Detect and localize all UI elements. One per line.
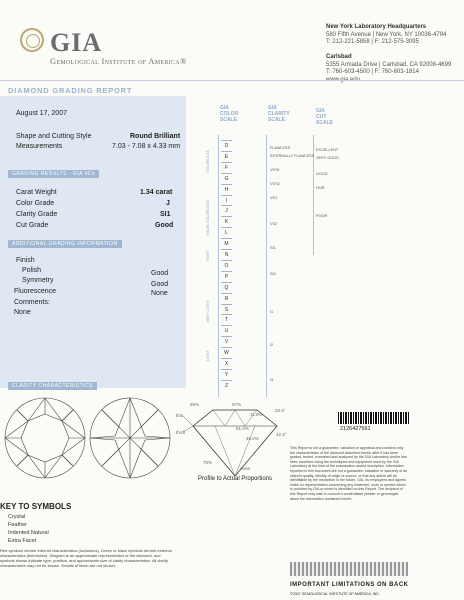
- clarity-grade-item: FLAWLESS: [270, 146, 291, 150]
- clarity-scale-line: [266, 135, 267, 397]
- key-item-crystal: Crystal: [8, 514, 26, 520]
- color-grade-u: U: [221, 325, 232, 336]
- clarity-grade-item: I3: [270, 378, 274, 382]
- report-title: DIAMOND GRADING REPORT: [8, 86, 133, 95]
- symmetry-value: Good: [151, 281, 169, 288]
- clarity-grade-item: SI2: [270, 272, 276, 276]
- color-value: J: [166, 200, 170, 207]
- lower-half: 75%: [203, 460, 213, 465]
- gia-seal-icon: [20, 28, 44, 52]
- scale-title-line: CLARITY: [268, 111, 290, 117]
- key-note: Red symbols denote internal characteristics (inclusions). Green or black symbols denote external characteristics (blemishes). Diagram is an approximate representation of the diamond, and symbols shown indicate type, position, and approximate size of clarity characteristics. All clarity characteristics may not be shown. Details of finish are not shown.: [0, 548, 172, 568]
- clarity-value: SI1: [160, 211, 171, 218]
- scale-title-line: SCALE: [316, 120, 333, 126]
- key-item-extra-facet: Extra Facet: [8, 538, 37, 544]
- clarity-scale-title: [268, 105, 290, 123]
- measurements-label: Measurements: [16, 143, 63, 150]
- polish-value: Good: [151, 270, 169, 277]
- color-grade-n: N: [221, 249, 232, 260]
- crown-angle: 33.5°: [275, 408, 286, 413]
- color-grade-j: J: [221, 205, 232, 216]
- total-depth: 61.4%: [236, 426, 249, 431]
- proportions-caption: Profile to Actual Proportions: [198, 476, 273, 482]
- symmetry-label: Symmetry: [22, 277, 54, 284]
- pavilion-depth: 46.0%: [246, 436, 259, 441]
- color-grade-g: G: [221, 173, 232, 184]
- clarity-grade-item: VVS1: [270, 168, 280, 172]
- color-group-label: LIGHT: [206, 350, 210, 362]
- polish-label: Polish: [22, 267, 42, 274]
- color-grade-e: E: [221, 151, 232, 162]
- hq-line: 580 Fifth Avenue | New York, NY 10036-4794: [326, 31, 447, 38]
- clarity-label: Clarity Grade: [16, 211, 58, 218]
- color-grade-o: O: [221, 260, 232, 271]
- gia-logo: GIA: [50, 28, 103, 57]
- cut-scale-line: [313, 135, 314, 255]
- clarity-plot-diagrams: [0, 396, 200, 486]
- pavilion-view-diagram: [90, 398, 170, 478]
- color-grade-l: L: [221, 227, 232, 238]
- cut-grade-item: POOR: [316, 214, 328, 218]
- color-grade-t: T: [221, 314, 232, 325]
- clarity-grade-item: I2: [270, 343, 274, 347]
- report-number: 2126427561: [340, 426, 371, 432]
- color-grade-d: D: [221, 140, 232, 151]
- report-date: August 17, 2007: [16, 110, 67, 117]
- hq-line: T: 212-221-5858 | F: 212-575-3095: [326, 39, 419, 45]
- additional-heading: ADDITIONAL GRADING INFORMATION: [8, 240, 122, 248]
- crown-percent: 11.0%: [250, 412, 263, 417]
- color-grade-h: H: [221, 184, 232, 195]
- security-strip: [290, 562, 408, 576]
- color-scale-title: [220, 105, 238, 123]
- header-divider: [0, 80, 464, 81]
- hq-title: New York Laboratory Headquarters: [326, 24, 427, 30]
- clarity-char-heading: CLARITY CHARACTERISTICS: [8, 382, 97, 390]
- key-item-feather: Feather: [8, 522, 27, 528]
- fluorescence-value: None: [151, 290, 168, 297]
- limitations-notice: IMPORTANT LIMITATIONS ON BACK: [290, 582, 409, 588]
- color-grade-w: W: [221, 347, 232, 358]
- cut-value: Good: [155, 222, 174, 229]
- color-grade-i: I: [221, 195, 232, 206]
- clarity-grade-item: VS2: [270, 222, 278, 226]
- color-grade-q: Q: [221, 282, 232, 293]
- clarity-grade-item: VVS2: [270, 182, 280, 186]
- clarity-grade-item: VS1: [270, 196, 278, 200]
- cut-grade-item: EXCELLENT: [316, 148, 339, 152]
- carlsbad-line: 5355 Armada Drive | Carlsbad, CA 92008-4699: [326, 61, 452, 68]
- shape-label: Shape and Cutting Style: [16, 133, 92, 140]
- color-grade-f: F: [221, 162, 232, 173]
- color-grade-v: V: [221, 336, 232, 347]
- girdle-thin: thin: [176, 413, 184, 418]
- star-length: 55%: [190, 402, 200, 407]
- institute-name: Gemological Institute of America®: [50, 56, 187, 66]
- disclaimer: This Report is not a guarantee, valuation or appraisal and contains only the characteristics of the diamond described herein after it has been graded, tested, examined and analyzed by the GIA Laboratory and/or has been inscribed using the techniques and equipment used by the GIA Laboratory at the time of the examination and/or inscription. Information reported in this document are not a guarantee, valuation or warranty of an object's quality, identity of origin or source, or that any article will be identifiable by the inscription in the future. GIA, its employees and agents make no representation concerning any treatment, work or symbol which is provided by GIA or which is identified on this Report. The recipient of this Report may wish to consult a credentialed jeweler or gemologist about the information contained herein.: [290, 446, 408, 501]
- carlsbad-line: T: 760-603-4500 | F: 760-603-1814: [326, 69, 419, 75]
- girdle-thick: thick: [176, 430, 186, 435]
- finish-label: Finish: [16, 257, 35, 264]
- scale-title-line: COLOR: [220, 111, 239, 117]
- color-grade-k: K: [221, 216, 232, 227]
- crown-view-diagram: [5, 398, 85, 478]
- cut-scale-title: [316, 108, 333, 126]
- pavilion-angle: 42.4°: [276, 432, 287, 437]
- comments-label: Comments:: [14, 299, 50, 306]
- color-group-label: NEAR COLORLESS: [206, 200, 210, 235]
- color-grade-m: M: [221, 238, 232, 249]
- color-group-label: COLORLESS: [206, 150, 210, 174]
- scale-title-line: CUT: [316, 114, 327, 120]
- color-grade-y: Y: [221, 369, 232, 380]
- clarity-grade-item: SI1: [270, 246, 276, 250]
- carat-value: 1.34 carat: [140, 189, 173, 196]
- table-percent: 57%: [232, 402, 242, 407]
- fluorescence-label: Fluorescence: [14, 288, 57, 295]
- carlsbad-title: Carlsbad: [326, 54, 352, 60]
- color-grade-r: R: [221, 293, 232, 304]
- scale-title-line: SCALE: [220, 117, 237, 123]
- comments-value: None: [14, 309, 31, 316]
- clarity-grade-item: I1: [270, 310, 274, 314]
- color-group-label: VERY LIGHT: [206, 300, 210, 323]
- scale-title-line: GIA: [316, 108, 325, 114]
- cut-grade-item: GOOD: [316, 172, 328, 176]
- cut-grade-item: VERY GOOD: [316, 156, 339, 160]
- color-scale-line: [218, 135, 219, 397]
- color-grade-z: Z: [221, 380, 232, 391]
- scale-title-line: GIA: [268, 105, 277, 111]
- color-grade-s: S: [221, 304, 232, 315]
- measurements-value: 7.03 - 7.08 x 4.33 mm: [112, 143, 181, 150]
- hq-address: [326, 24, 451, 84]
- key-title: KEY TO SYMBOLS: [0, 502, 72, 511]
- color-label: Color Grade: [16, 200, 55, 207]
- grading-results-heading: GRADING RESULTS - GIA 4Cs: [8, 170, 99, 178]
- cut-grade-item: FAIR: [316, 186, 325, 190]
- color-grade-p: P: [221, 271, 232, 282]
- color-group-label: FAINT: [206, 250, 210, 261]
- scale-title-line: SCALE: [268, 117, 285, 123]
- shape-value: Round Brilliant: [130, 133, 181, 140]
- scale-title-line: GIA: [220, 105, 229, 111]
- report-barcode: [338, 412, 410, 424]
- key-item-indented-natural: Indented Natural: [8, 530, 49, 536]
- clarity-grade-item: INTERNALLY FLAWLESS: [270, 154, 315, 158]
- carat-label: Carat Weight: [16, 189, 57, 196]
- culet: none: [240, 466, 251, 471]
- color-grade-x: X: [221, 358, 232, 369]
- cut-label: Cut Grade: [16, 222, 49, 229]
- copyright: ©2007 GEMOLOGICAL INSTITUTE OF AMERICA, INC.: [290, 592, 380, 596]
